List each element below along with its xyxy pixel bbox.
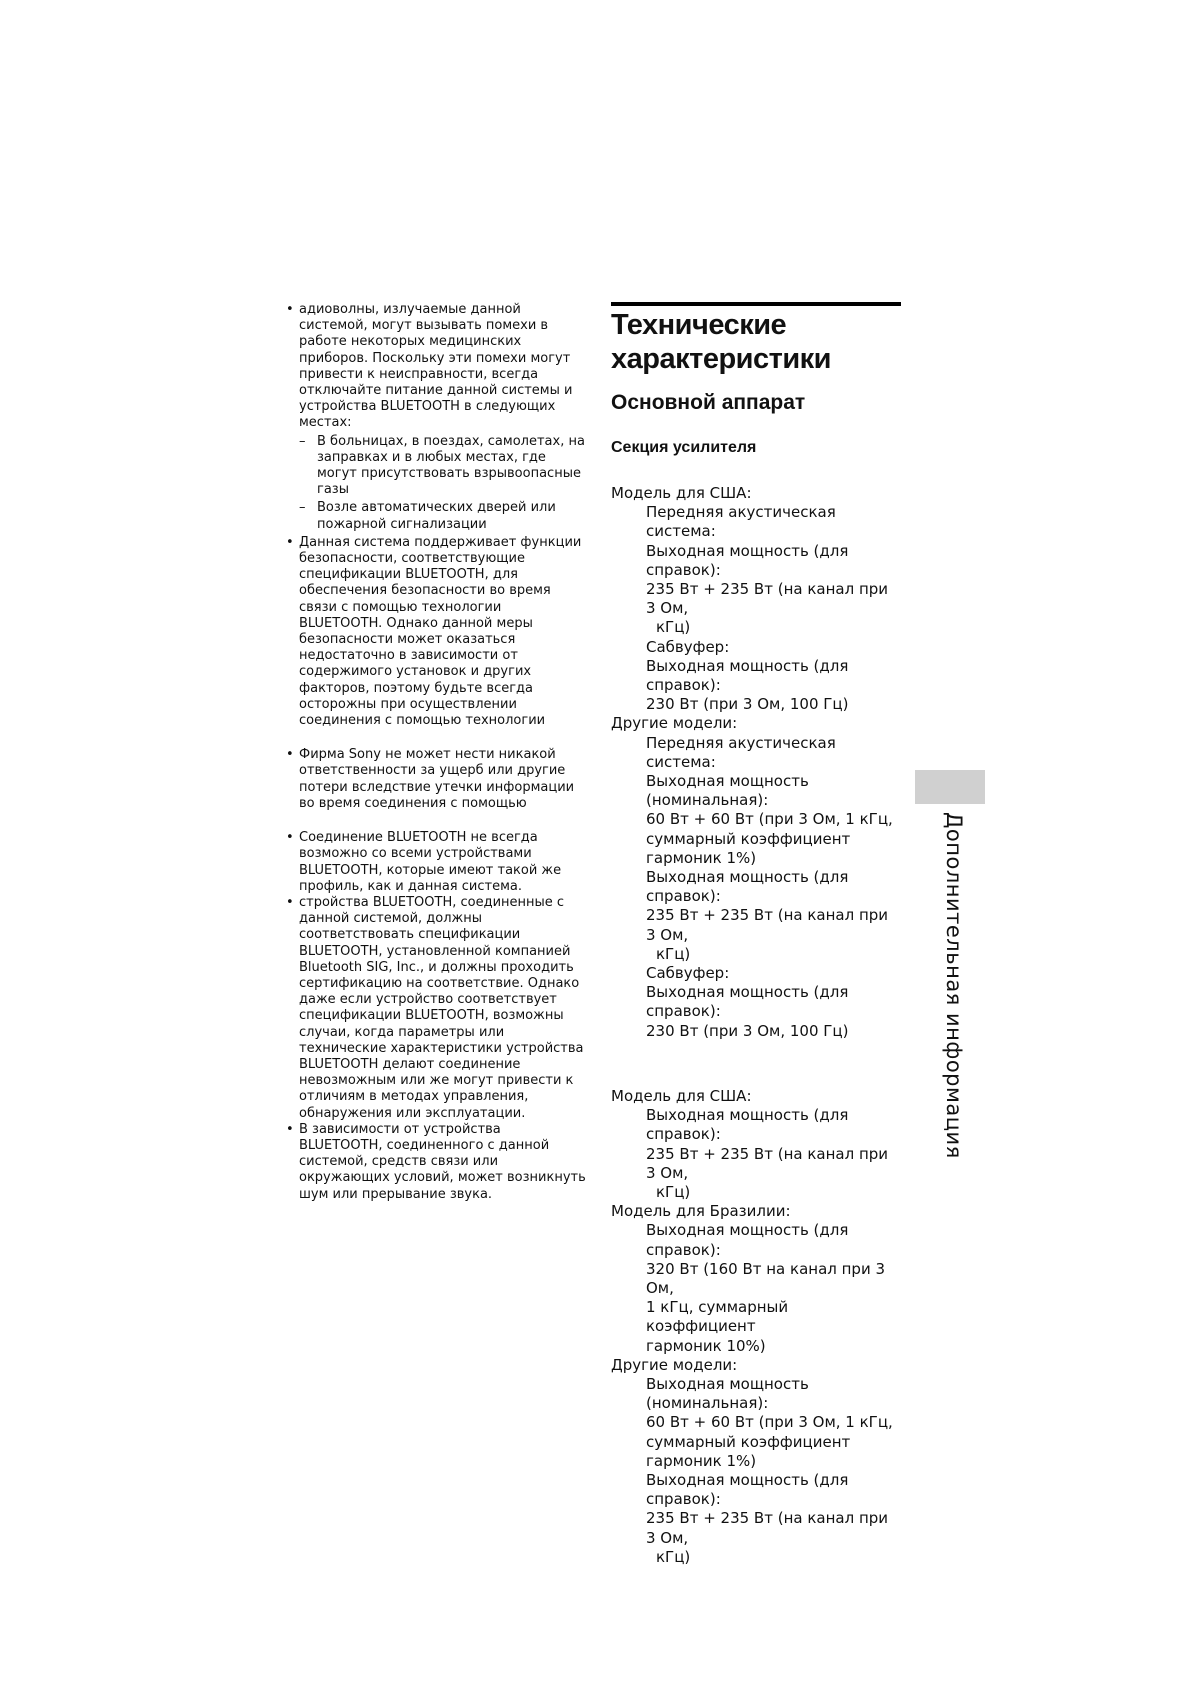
spec-list-a [611, 484, 901, 1041]
list-item [286, 747, 586, 812]
spec-line: Выходная мощность (для справок): [646, 1106, 849, 1144]
spec-line: Выходная мощность [646, 1374, 809, 1393]
spec-line: Выходная мощность [646, 772, 809, 791]
list-item [286, 1122, 586, 1203]
list-item [286, 535, 586, 729]
spec-line: Модель для США: [611, 484, 752, 502]
spec-line: Сабвуфер: [646, 637, 730, 656]
spec-line: 235 Вт + 235 Вт (на канал при 3 Ом, [646, 580, 889, 618]
spec-line: гармоник 1%) [646, 1451, 757, 1470]
spec-line: гармоник 10%) [646, 1336, 766, 1355]
section-rule [611, 302, 901, 306]
spec-line: (номинальная): [646, 1394, 769, 1413]
item-text: стройства BLUETOOTH, соединенные с данной системой, должны соответствовать спецификации BLUETOOTH, установленной компанией Bluetooth SIG, Inc., и должны проходить сертификацию на соответствие. Однако даже если устройство соответствует спецификации BLUETOOTH, возможны случаи, когда параметры или технические характеристики устройства BLUETOOTH делают соединение невозможным или же могут привести к отличиям в методах управления, обнаружения или эксплуатации. [299, 894, 584, 1121]
item-text: Данная система поддерживает функции безопасности, соответствующие спецификации BLUETOOTH, для обеспечения безопасности во время связи с помощью технологии BLUETOOTH. Однако данной меры безопасности может оказаться недостаточно в зависимости от содержимого установок и других факторов, поэтому будьте всегда осторожны при осуществлении соединения с помощью технологии [299, 534, 582, 729]
spec-line: 235 Вт + 235 Вт (на канал при 3 Ом, [646, 906, 889, 944]
spec-line: Модель для Бразилии: [611, 1202, 791, 1221]
spec-line: кГц) [656, 1547, 691, 1566]
bullet-icon: • [286, 830, 294, 846]
spec-line: (номинальная): [646, 791, 769, 810]
spec-line: Сабвуфер: [646, 964, 730, 983]
spec-line: Другие модели: [611, 714, 738, 733]
dash-icon: – [299, 500, 306, 516]
spec-line: 60 Вт + 60 Вт (при 3 Ом, 1 кГц, [646, 1413, 893, 1432]
spec-line: 320 Вт (160 Вт на канал при 3 Ом, [646, 1259, 886, 1297]
item-text: Соединение BLUETOOTH не всегда возможно со всеми устройствами BLUETOOTH, которые имеют такой же профиль, как и данная система. [299, 830, 562, 894]
right-column [611, 302, 901, 1567]
bullet-icon: • [286, 747, 294, 763]
spec-line: Другие модели: [611, 1355, 738, 1374]
spec-line: кГц) [656, 944, 691, 963]
sub-item-text: Возле автоматических дверей или пожарной сигнализации [317, 500, 556, 532]
spec-line: 235 Вт + 235 Вт (на канал при 3 Ом, [646, 1509, 889, 1547]
list-item [286, 302, 586, 432]
spec-line: кГц) [656, 618, 691, 637]
list-item [286, 895, 586, 1122]
spec-line: гармоник 1%) [646, 848, 757, 867]
bullet-icon: • [286, 534, 294, 550]
item-text: В зависимости от устройства BLUETOOTH, соединенного с данной системой, средств связи или окружающих условий, может возникнуть шум или прерывание звука. [299, 1121, 586, 1202]
spec-line: 235 Вт + 235 Вт (на канал при 3 Ом, [646, 1144, 889, 1182]
spec-line: 1 кГц, суммарный коэффициент [646, 1298, 789, 1336]
spec-line: кГц) [656, 1182, 691, 1201]
spec-line: Передняя акустическая система: [646, 733, 836, 771]
spec-line: Выходная мощность (для справок): [646, 1221, 849, 1259]
spec-line: 60 Вт + 60 Вт (при 3 Ом, 1 кГц, [646, 810, 893, 829]
list-item [286, 830, 586, 895]
spec-line: Выходная мощность (для справок): [646, 541, 849, 579]
spec-line: суммарный коэффициент [646, 1432, 851, 1451]
dash-icon: – [299, 433, 306, 449]
bullet-icon: • [286, 1121, 294, 1137]
spec-line: Передняя акустическая система: [646, 503, 836, 541]
page-title: Технические характеристики [611, 309, 831, 375]
sub-item-text: В больницах, в поездах, самолетах, на заправках и в любых местах, где могут присутствовать взрывоопасные газы [317, 433, 585, 498]
item-text: Фирма Sony не может нести никакой ответственности за ущерб или другие потери вследствие утечки информации во время соединения с помощью [299, 747, 575, 811]
item-text: адиоволны, излучаемые данной системой, могут вызывать помехи в работе некоторых медицинских приборов. Поскольку эти помехи могут привести к неисправности, всегда отключайте питание данной системы и устройства BLUETOOTH в следующих местах: [299, 302, 573, 431]
spec-line: 230 Вт (при 3 Ом, 100 Гц) [646, 695, 849, 714]
section-heading: Секция усилителя [611, 439, 757, 456]
side-section-label: Дополнительная информация [942, 812, 966, 1159]
spec-line: Выходная мощность (для справок): [646, 656, 849, 695]
spec-line: 230 Вт (при 3 Ом, 100 Гц) [646, 1021, 849, 1040]
bullet-icon: • [286, 302, 294, 317]
section-tab [915, 770, 985, 804]
subtitle: Основной аппарат [611, 391, 806, 414]
spec-line: суммарный коэффициент [646, 829, 851, 848]
sub-list-item [286, 500, 586, 532]
left-column [286, 302, 586, 1203]
spec-line: Выходная мощность (для справок): [646, 868, 849, 906]
spec-list-b [611, 1087, 901, 1567]
bullet-icon: • [286, 894, 294, 910]
sub-list-item [286, 434, 586, 499]
spec-line: Выходная мощность (для справок): [646, 983, 849, 1021]
spec-line: Выходная мощность (для справок): [646, 1470, 849, 1509]
spec-line: Модель для США: [611, 1086, 752, 1105]
